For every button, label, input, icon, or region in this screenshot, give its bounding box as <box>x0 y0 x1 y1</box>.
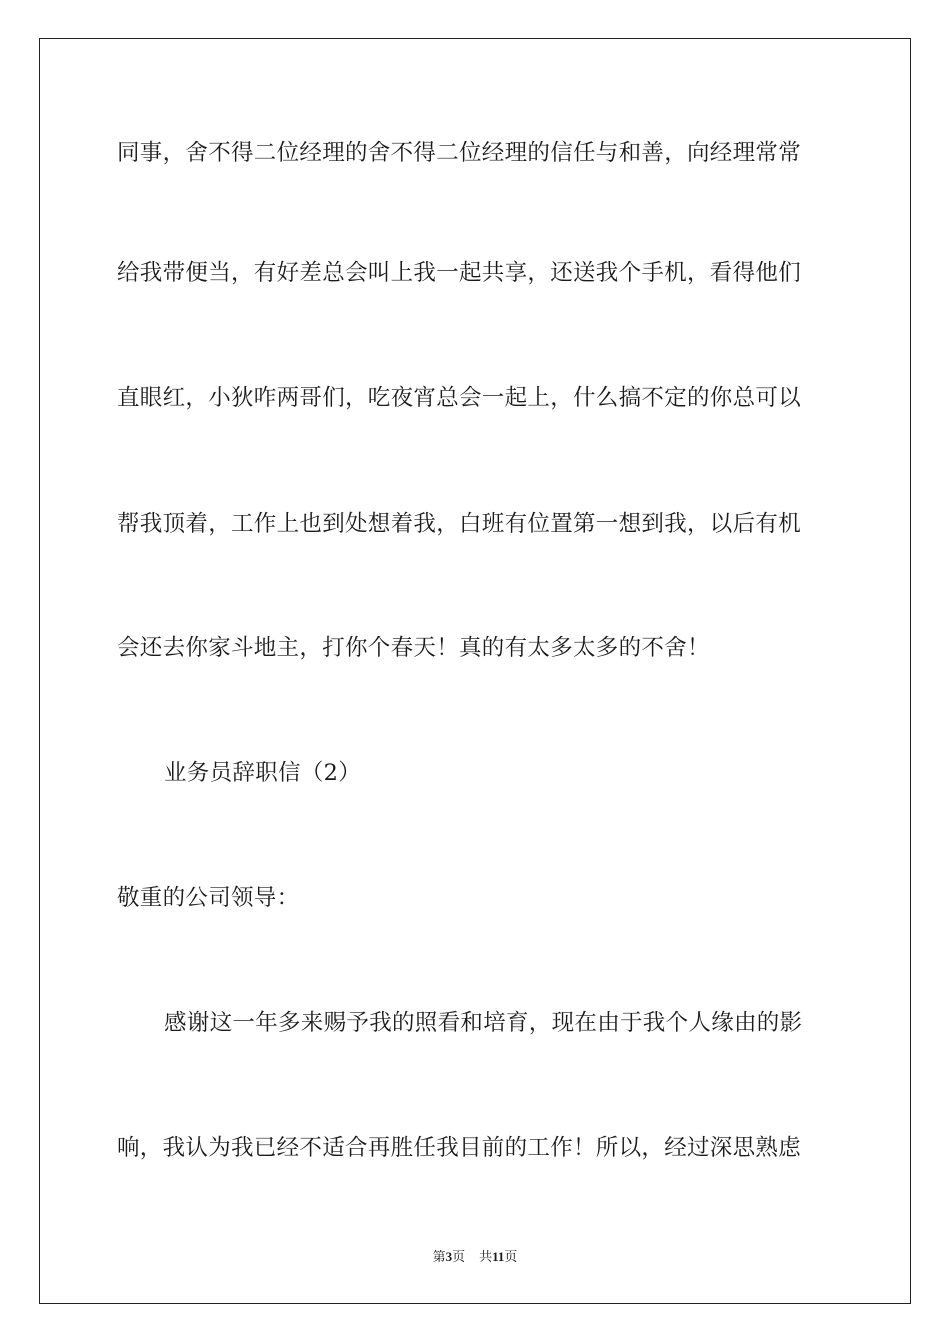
footer-page-prefix: 第 <box>432 1250 446 1265</box>
body-text-line: 帮我顶着，工作上也到处想着我，白班有位置第一想到我，以后有机 <box>117 511 802 537</box>
body-text-line: 给我带便当，有好差总会叫上我一起共享，还送我个手机，看得他们 <box>117 260 802 286</box>
salutation: 敬重的公司领导： <box>117 885 300 911</box>
body-text-line: 响，我认为我已经不适合再胜任我目前的工作！所以，经过深思熟虑 <box>117 1135 802 1161</box>
page-footer <box>0 1248 950 1267</box>
body-text-line: 会还去你家斗地主，打你个春天！真的有太多太多的不舍！ <box>117 635 710 661</box>
body-text-line: 直眼红，小狄咋两哥们，吃夜宵总会一起上，什么搞不定的你总可以 <box>117 385 802 411</box>
footer-total-prefix: 共 <box>479 1250 493 1265</box>
body-text-line: 感谢这一年多来赐予我的照看和培育，现在由于我个人缘由的影 <box>164 1010 803 1036</box>
page-border <box>39 38 911 1304</box>
section-heading: 业务员辞职信（2） <box>164 760 362 786</box>
footer-page-suffix: 页 <box>452 1250 466 1265</box>
footer-page-number: 3 <box>445 1249 453 1264</box>
footer-total-pages: 11 <box>492 1249 505 1264</box>
body-text-line: 同事，舍不得二位经理的舍不得二位经理的信任与和善，向经理常常 <box>117 140 802 166</box>
footer-total-suffix: 页 <box>504 1250 518 1265</box>
